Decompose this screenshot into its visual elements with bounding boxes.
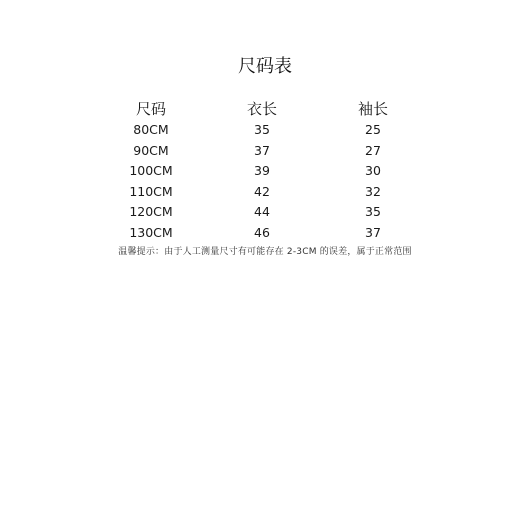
cell-sleeve: 25 — [365, 122, 381, 137]
table-row — [0, 182, 530, 203]
cell-sleeve: 30 — [365, 163, 381, 179]
header-length: 衣长 — [246, 100, 277, 118]
cell-sleeve: 37 — [365, 224, 381, 240]
cell-length: 46 — [254, 224, 270, 240]
header-size: 尺码 — [135, 100, 166, 118]
cell-size: 130CM — [129, 224, 173, 240]
cell-sleeve: 27 — [365, 142, 381, 158]
measurement-note: 温馨提示：由于人工测量尺寸有可能存在 2-3CM 的误差，属于正常范围 — [118, 247, 412, 257]
cell-length: 35 — [254, 122, 270, 137]
cell-sleeve: 35 — [365, 204, 381, 220]
table-row — [0, 202, 530, 223]
cell-size: 120CM — [129, 204, 173, 220]
cell-length: 44 — [254, 204, 270, 220]
cell-size: 110CM — [129, 183, 173, 199]
cell-sleeve: 32 — [365, 183, 381, 199]
table-body — [0, 120, 530, 244]
header-sleeve: 袖长 — [357, 100, 388, 118]
cell-length: 39 — [254, 163, 270, 179]
table-row — [0, 161, 530, 182]
table-row — [0, 141, 530, 162]
cell-length: 37 — [254, 142, 270, 158]
table-row — [0, 120, 530, 141]
page-title: 尺码表 — [238, 56, 292, 77]
cell-size: 90CM — [133, 142, 169, 158]
table-row — [0, 223, 530, 244]
table-header — [0, 98, 530, 120]
cell-size: 80CM — [133, 122, 169, 137]
cell-length: 42 — [254, 183, 270, 199]
cell-size: 100CM — [129, 163, 173, 179]
